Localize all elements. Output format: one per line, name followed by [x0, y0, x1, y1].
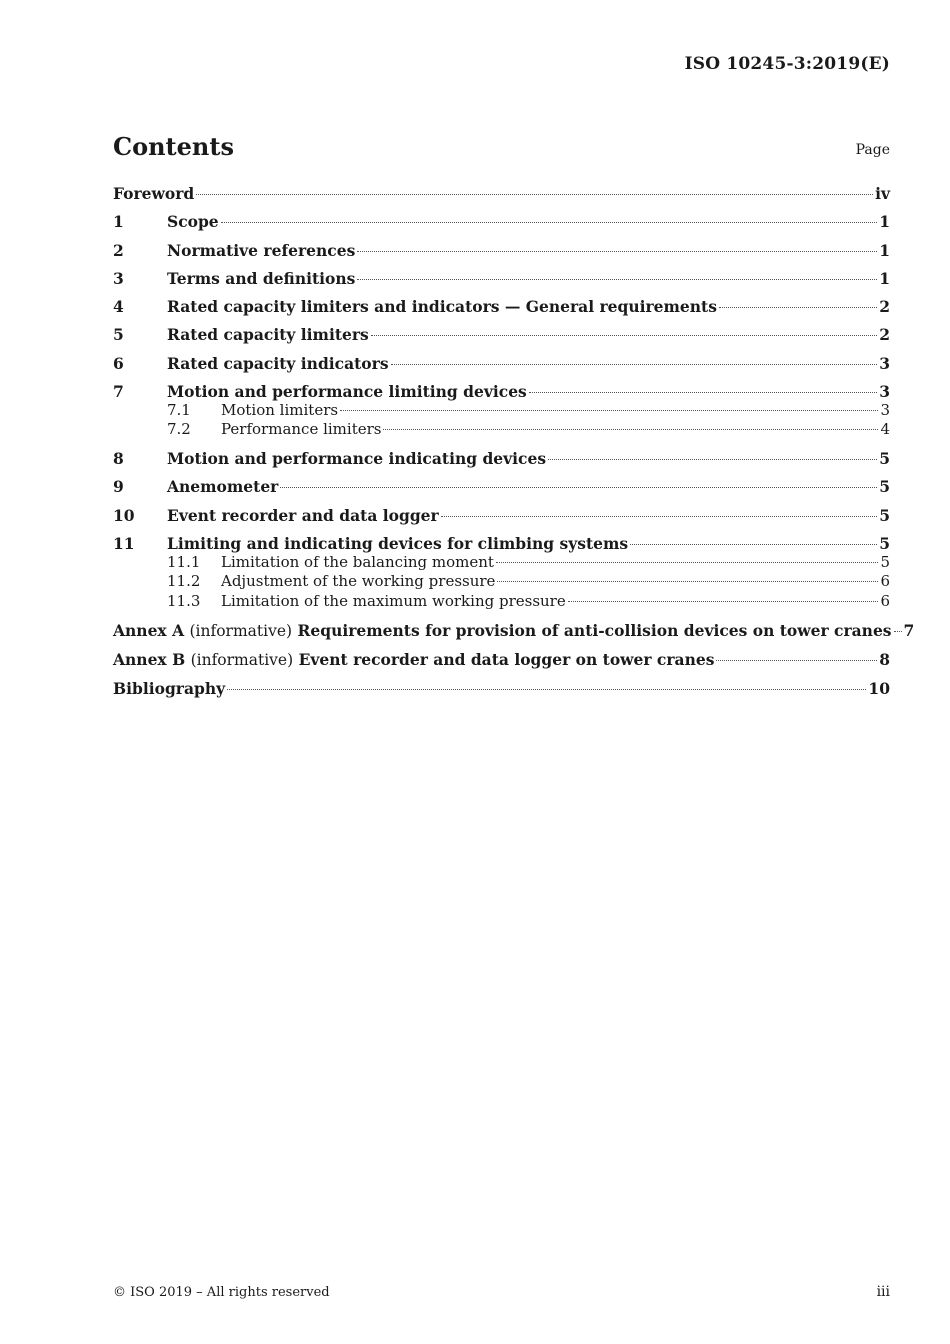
- toc-entry[interactable]: [113, 420, 890, 439]
- dot-leader: [497, 581, 878, 582]
- toc-entry-title: Performance limiters: [221, 420, 382, 439]
- dot-leader: [568, 601, 879, 602]
- annex-title: Requirements for provision of anti-collision devices on tower cranes: [297, 620, 892, 640]
- toc-entry-title: Limitation of the balancing moment: [221, 553, 494, 572]
- annex-informative-note: (informative): [190, 650, 294, 669]
- toc-entry-title: Scope: [167, 212, 219, 232]
- dot-leader: [719, 307, 877, 308]
- toc-entry-title: Motion and performance limiting devices: [167, 382, 527, 402]
- toc-entry-title: [113, 621, 892, 641]
- toc-entry-title: Terms and definitions: [167, 268, 356, 288]
- toc-entry[interactable]: [113, 184, 890, 203]
- annex-title: Event recorder and data logger on tower cranes: [298, 649, 715, 669]
- toc-entry-title: Rated capacity limiters and indicators — General requirements: [167, 297, 717, 317]
- annex-label: Annex B: [113, 649, 186, 669]
- dot-leader: [441, 516, 878, 517]
- toc-entry-number: 8: [113, 449, 124, 469]
- document-id: ISO 10245-3:2019(E): [684, 54, 890, 74]
- toc-entry-title: Motion limiters: [221, 401, 339, 420]
- toc-entry[interactable]: [113, 553, 890, 572]
- dot-leader: [340, 410, 878, 411]
- dot-leader: [716, 660, 877, 661]
- toc-entry-page: iv: [875, 184, 890, 203]
- dot-leader: [196, 194, 873, 195]
- toc-entry-page: 5: [880, 553, 890, 572]
- toc-entry[interactable]: [113, 620, 915, 641]
- toc-entry[interactable]: [113, 269, 890, 288]
- toc-entry-page: 4: [880, 420, 890, 439]
- footer-page-number: iii: [876, 1284, 890, 1300]
- toc-entry-title: Motion and performance indicating devices: [167, 449, 547, 469]
- toc-entry-page: 5: [879, 477, 890, 497]
- toc-entry-title: Adjustment of the working pressure: [221, 572, 496, 591]
- toc-entry[interactable]: [113, 572, 890, 591]
- toc-entry-number: 11.2: [167, 572, 201, 591]
- toc-entry-page: 6: [880, 572, 890, 591]
- toc-entry-page: 7: [903, 620, 915, 640]
- toc-entry-page: 3: [879, 353, 890, 373]
- toc-entry-page: 3: [880, 401, 890, 420]
- toc-entry[interactable]: [113, 592, 890, 611]
- toc-entry[interactable]: [113, 650, 890, 670]
- toc-entry-title: [113, 650, 714, 670]
- dot-leader: [227, 689, 866, 690]
- dot-leader: [221, 222, 878, 223]
- toc-entry[interactable]: [113, 241, 890, 260]
- toc-entry-title: Limitation of the maximum working pressure: [221, 591, 566, 610]
- toc-entry-number: 7.1: [167, 401, 191, 420]
- toc-entry-page: 5: [879, 534, 890, 554]
- annex-label: Annex A: [113, 620, 185, 640]
- toc-entry[interactable]: [113, 679, 890, 698]
- toc-entry-page: 5: [879, 449, 890, 469]
- toc-entry[interactable]: [113, 449, 890, 468]
- toc-entry[interactable]: [113, 382, 890, 401]
- toc-entry[interactable]: [113, 534, 890, 553]
- dot-leader: [371, 335, 877, 336]
- toc-entry-number: 7.2: [167, 420, 191, 439]
- toc-entry-page: 5: [879, 505, 890, 525]
- toc-entry-number: 4: [113, 297, 124, 317]
- dot-leader: [357, 279, 877, 280]
- toc-entry-number: 11.1: [167, 553, 201, 572]
- dot-leader: [391, 364, 878, 365]
- dot-leader: [529, 392, 877, 393]
- dot-leader: [630, 544, 877, 545]
- toc-entry-title: Foreword: [113, 184, 195, 203]
- toc-entry-number: 2: [113, 240, 124, 260]
- toc-entry[interactable]: [113, 212, 890, 231]
- toc-entry-page: 8: [879, 649, 890, 669]
- toc-entry-number: 1: [113, 212, 124, 232]
- toc-entry[interactable]: [113, 477, 890, 496]
- toc-entry-number: 11: [113, 534, 135, 554]
- dot-leader: [383, 429, 878, 430]
- toc-entry-title: Rated capacity limiters: [167, 325, 369, 345]
- toc-entry-number: 6: [113, 353, 124, 373]
- toc-entry[interactable]: [113, 401, 890, 420]
- toc-entry-title: Event recorder and data logger: [167, 505, 439, 525]
- toc-entry[interactable]: [113, 325, 890, 344]
- toc-entry-number: 9: [113, 477, 124, 497]
- toc-entry-page: 1: [879, 212, 890, 232]
- toc-entry-title: Normative references: [167, 240, 356, 260]
- toc-entry[interactable]: [113, 297, 890, 316]
- page-column-label: Page: [855, 142, 890, 158]
- toc-entry-page: 6: [880, 591, 890, 610]
- toc-entry-title: Limiting and indicating devices for climbing systems: [167, 534, 629, 554]
- toc-entry-number: 10: [113, 505, 135, 525]
- annex-informative-note: (informative): [189, 621, 293, 640]
- toc-entry-title: Anemometer: [167, 477, 279, 497]
- contents-heading: Contents: [113, 132, 234, 161]
- toc-entry[interactable]: [113, 506, 890, 525]
- toc-entry-title: Bibliography: [113, 679, 226, 699]
- dot-leader: [548, 459, 877, 460]
- toc-entry[interactable]: [113, 354, 890, 373]
- toc-entry-number: 3: [113, 268, 124, 288]
- footer-copyright: © ISO 2019 – All rights reserved: [113, 1285, 330, 1300]
- table-of-contents: [113, 184, 915, 699]
- toc-entry-page: 2: [879, 297, 890, 317]
- dot-leader: [894, 631, 902, 632]
- toc-entry-title: Rated capacity indicators: [167, 353, 389, 373]
- toc-entry-page: 3: [879, 382, 890, 402]
- toc-entry-page: 2: [879, 325, 890, 345]
- toc-entry-page: 1: [879, 268, 890, 288]
- toc-entry-page: 1: [879, 240, 890, 260]
- dot-leader: [280, 487, 877, 488]
- toc-entry-number: 11.3: [167, 591, 201, 610]
- dot-leader: [357, 251, 877, 252]
- toc-entry-page: 10: [868, 679, 890, 699]
- toc-entry-number: 5: [113, 325, 124, 345]
- toc-entry-number: 7: [113, 382, 124, 402]
- dot-leader: [496, 562, 879, 563]
